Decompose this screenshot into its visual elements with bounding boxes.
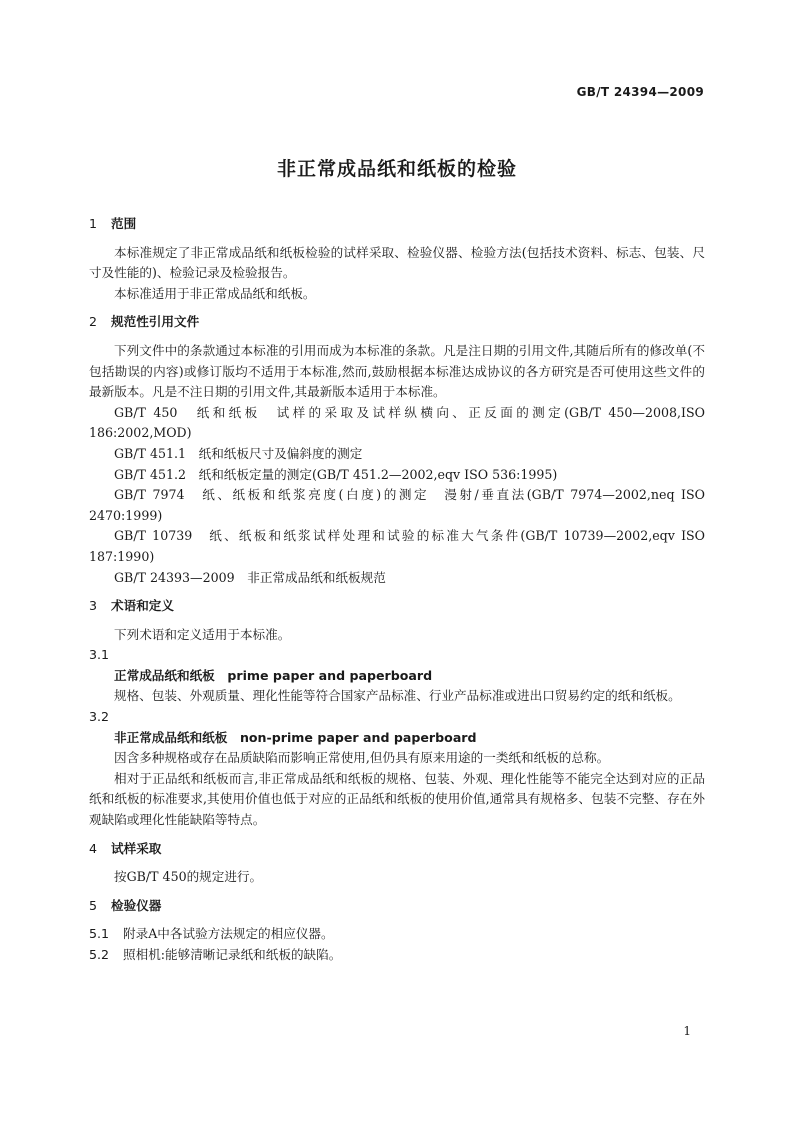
clause-text: 照相机:能够清晰记录纸和纸板的缺陷。 [123, 947, 342, 962]
document-body [89, 214, 705, 966]
section-title: 检验仪器 [111, 897, 162, 913]
section-number: 4 [89, 840, 98, 856]
term-definition: 规格、包装、外观质量、理化性能等符合国家产品标准、行业产品标准或进出口贸易约定的纸和纸板。 [114, 688, 681, 704]
section-heading-sampling [89, 839, 705, 860]
section-heading-scope [89, 214, 705, 235]
section-number: 1 [89, 216, 98, 231]
paragraph: 下列术语和定义适用于本标准。 [114, 626, 291, 642]
clause-item [89, 924, 705, 945]
section-heading-terms [89, 596, 705, 617]
term-title: 正常成品纸和纸板 prime paper and paperboard [114, 667, 433, 683]
term-definition: 因含多种规格或存在品质缺陷而影响正常使用,但仍具有原来用途的一类纸和纸板的总称。 [114, 750, 610, 766]
reference-item: GB/T 24393—2009 非正常成品纸和纸板规范 [114, 569, 386, 585]
term-note: 相对于正品纸和纸板而言,非正常成品纸和纸板的规格、包装、外观、理化性能等不能完全达到对应的正品纸和纸板的标准要求,其使用价值也低于对应的正品纸和纸板的使用价值,通常具有规格多、包装不完整、存在外观缺陷或理化性能缺陷等特点。 [89, 770, 705, 828]
paragraph: 按GB/T 450的规定进行。 [114, 869, 263, 885]
reference-item: GB/T 451.2 纸和纸板定量的测定(GB/T 451.2—2002,eqv ISO 536:1995) [114, 466, 558, 482]
term-number: 3.1 [89, 647, 110, 663]
section-number: 3 [89, 598, 98, 614]
reference-item: GB/T 10739 纸、纸板和纸浆试样处理和试验的标准大气条件(GB/T 10739—2002,eqv ISO 187:1990) [89, 528, 705, 564]
section-number: 5 [89, 897, 98, 913]
document-title: 非正常成品纸和纸板的检验 [276, 158, 517, 180]
section-title: 术语和定义 [111, 598, 174, 614]
paragraph: 本标准适用于非正常成品纸和纸板。 [114, 285, 316, 301]
page-number: 1 [683, 1024, 691, 1038]
section-title: 范围 [111, 216, 137, 231]
section-heading-instruments [89, 896, 705, 917]
reference-item: GB/T 451.1 纸和纸板尺寸及偏斜度的测定 [114, 445, 363, 461]
section-title: 试样采取 [111, 840, 162, 856]
reference-item: GB/T 450 纸和纸板 试样的采取及试样纵横向、正反面的测定(GB/T 450—2008,ISO 186:2002,MOD) [89, 404, 705, 441]
section-title: 规范性引用文件 [111, 314, 200, 330]
clause-number: 5.2 [89, 947, 110, 962]
term-number: 3.2 [89, 709, 110, 725]
paragraph: 本标准规定了非正常成品纸和纸板检验的试样采取、检验仪器、检验方法(包括技术资料、标志、包装、尺寸及性能的)、检验记录及检验报告。 [89, 244, 705, 281]
paragraph: 下列文件中的条款通过本标准的引用而成为本标准的条款。凡是注日期的引用文件,其随后所有的修改单(不包括勘误的内容)或修订版均不适用于本标准,然而,鼓励根据本标准达成协议的各方研究是否可使用这些文件的最新版本。凡是不注日期的引用文件,其最新版本适用于本标准。 [89, 342, 705, 400]
clause-item [89, 945, 705, 966]
reference-item: GB/T 7974 纸、纸板和纸浆亮度(白度)的测定 漫射/垂直法(GB/T 7974—2002,neq ISO 2470:1999) [89, 487, 705, 523]
section-number: 2 [89, 314, 98, 330]
section-heading-normative-references [89, 312, 705, 333]
clause-number: 5.1 [89, 926, 110, 942]
term-title: 非正常成品纸和纸板 non-prime paper and paperboard [114, 729, 477, 745]
clause-text: 附录A中各试验方法规定的相应仪器。 [123, 926, 334, 942]
standard-code: GB/T 24394—2009 [576, 85, 704, 99]
